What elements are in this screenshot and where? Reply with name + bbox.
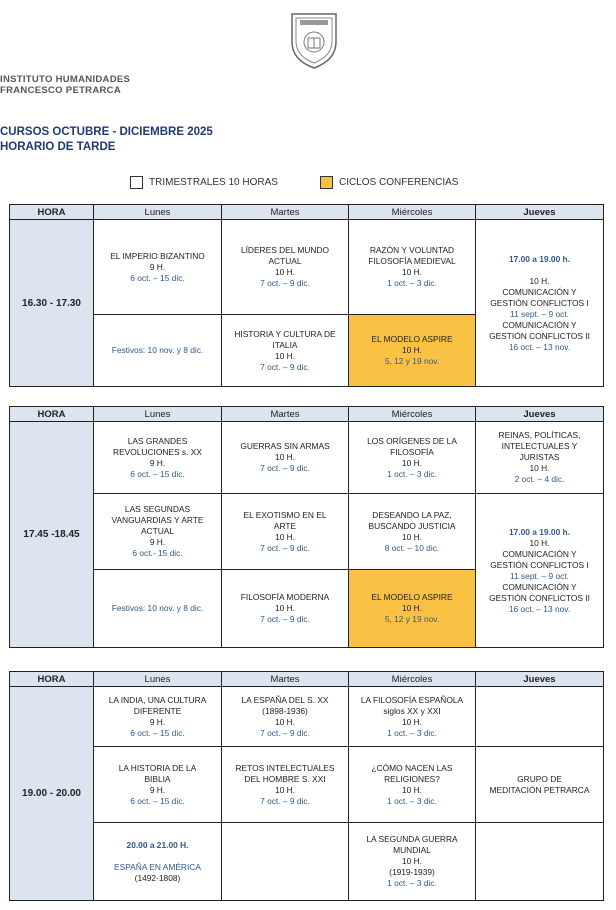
course-cell: LAS SEGUNDAS VANGUARDIAS Y ARTE ACTUAL 9 H. 6 oct.- 15 dic.	[94, 494, 222, 570]
schedule-block-3	[9, 671, 604, 901]
festivos-cell: Festivos: 10 nov. y 8 dic.	[94, 315, 222, 387]
course-cell: LA FILOSOFÍA ESPAÑOLA siglos XX y XXI 10 H. 1 oct. – 3 dic.	[349, 687, 476, 747]
empty-cell	[222, 823, 349, 901]
festivos-cell: Festivos: 10 nov. y 8 dic.	[94, 570, 222, 648]
course-cell: LA INDIA, UNA CULTURA DIFERENTE 9 H. 6 oct. – 15 dic.	[94, 687, 222, 747]
institute-name: INSTITUTO HUMANIDADES FRANCESCO PETRARCA	[0, 74, 131, 96]
course-cell: GRUPO DE MEDITACIÓN PETRARCA	[476, 747, 604, 823]
header-row	[10, 672, 604, 687]
header-martes: Martes	[222, 672, 349, 687]
legend-ciclos: CICLOS CONFERENCIAS	[320, 176, 458, 189]
schedule-block-1	[9, 204, 604, 387]
header-martes: Martes	[222, 205, 349, 220]
course-cell: LAS GRANDES REVOLUCIONES s. XX 9 H. 6 oct. – 15 dic.	[94, 422, 222, 494]
course-cell: RETOS INTELECTUALES DEL HOMBRE S. XXI 10 H. 7 oct. – 9 dic.	[222, 747, 349, 823]
legend-trimestrales: TRIMESTRALES 10 HORAS	[130, 176, 278, 189]
header-jueves: Jueves	[476, 205, 604, 220]
hora-cell: 19.00 - 20.00	[10, 687, 94, 901]
header-lunes: Lunes	[94, 672, 222, 687]
table-row	[10, 823, 604, 901]
page-title: CURSOS OCTUBRE - DICIEMBRE 2025 HORARIO DE TARDE	[0, 126, 213, 153]
empty-cell	[476, 687, 604, 747]
header-row	[10, 407, 604, 422]
legend-yellow-swatch	[320, 176, 333, 189]
header-miercoles: Miércoles	[349, 672, 476, 687]
conference-cell: EL MODELO ASPIRE 10 H. 5, 12 y 19 nov.	[349, 570, 476, 648]
institute-logo-icon	[288, 8, 340, 70]
header-martes: Martes	[222, 407, 349, 422]
header-miercoles: Miércoles	[349, 205, 476, 220]
course-cell: LÍDERES DEL MUNDO ACTUAL 10 H. 7 oct. – 9 dic.	[222, 220, 349, 315]
hora-cell: 16.30 - 17.30	[10, 220, 94, 387]
header-hora: HORA	[10, 407, 94, 422]
header-jueves: Jueves	[476, 407, 604, 422]
course-cell: GUERRAS SIN ARMAS 10 H. 7 oct. – 9 dic.	[222, 422, 349, 494]
course-cell: 20.00 a 21.00 H. ESPAÑA EN AMÉRICA (1492-1808)	[94, 823, 222, 901]
course-cell: EL EXOTISMO EN EL ARTE 10 H. 7 oct. – 9 dic.	[222, 494, 349, 570]
empty-cell	[476, 823, 604, 901]
course-cell: LA HISTORIA DE LA BIBLIA 9 H. 6 oct. – 15 dic.	[94, 747, 222, 823]
legend-white-swatch	[130, 176, 143, 189]
course-cell: ¿CÓMO NACEN LAS RELIGIONES? 10 H. 1 oct. – 3 dic.	[349, 747, 476, 823]
course-cell: LA SEGUNDA GUERRA MUNDIAL 10 H. (1919-1939) 1 oct. – 3 dic.	[349, 823, 476, 901]
header-hora: HORA	[10, 672, 94, 687]
course-cell: FILOSOFÍA MODERNA 10 H. 7 oct. – 9 dic.	[222, 570, 349, 648]
course-cell: HISTORIA Y CULTURA DE ITALIA 10 H. 7 oct. – 9 dic.	[222, 315, 349, 387]
table-row	[10, 687, 604, 747]
course-cell: RAZÓN Y VOLUNTAD FILOSOFÍA MEDIEVAL 10 H. 1 oct. – 3 dic.	[349, 220, 476, 315]
header-lunes: Lunes	[94, 205, 222, 220]
table-row	[10, 747, 604, 823]
course-cell: DESEANDO LA PAZ, BUSCANDO JUSTICIA 10 H. 8 oct. – 10 dic.	[349, 494, 476, 570]
header-hora: HORA	[10, 205, 94, 220]
header-jueves: Jueves	[476, 672, 604, 687]
schedule-block-2	[9, 406, 604, 648]
course-cell-jueves: 17.00 a 19.00 h. 10 H. COMUNICACIÓN Y GESTIÓN CONFLICTOS I 11 sept. – 9 oct. COMUNICACIÓN Y GESTIÓN CONFLICTOS II 16 oct. – 13 nov.	[476, 220, 604, 387]
course-cell: LA ESPAÑA DEL S. XX (1898-1936) 10 H. 7 oct. – 9 dic.	[222, 687, 349, 747]
table-row	[10, 422, 604, 494]
hora-cell: 17.45 -18.45	[10, 422, 94, 648]
course-cell: LOS ORÍGENES DE LA FILOSOFÍA 10 H. 1 oct. – 3 dic.	[349, 422, 476, 494]
course-cell-jueves: 17.00 a 19.00 h. 10 H. COMUNICACIÓN Y GESTIÓN CONFLICTOS I 11 sept. – 9 oct. COMUNICACIÓN Y GESTIÓN CONFLICTOS II 16 oct. – 13 nov.	[476, 494, 604, 648]
course-cell: REINAS, POLÍTICAS, INTELECTUALES Y JURISTAS 10 H. 2 oct. – 4 dic.	[476, 422, 604, 494]
header-lunes: Lunes	[94, 407, 222, 422]
table-row	[10, 494, 604, 570]
course-cell: EL IMPERIO BIZANTINO 9 H. 6 oct. – 15 dic.	[94, 220, 222, 315]
header-miercoles: Miércoles	[349, 407, 476, 422]
conference-cell: EL MODELO ASPIRE 10 H. 5, 12 y 19 nov.	[349, 315, 476, 387]
table-row	[10, 220, 604, 315]
header-row	[10, 205, 604, 220]
